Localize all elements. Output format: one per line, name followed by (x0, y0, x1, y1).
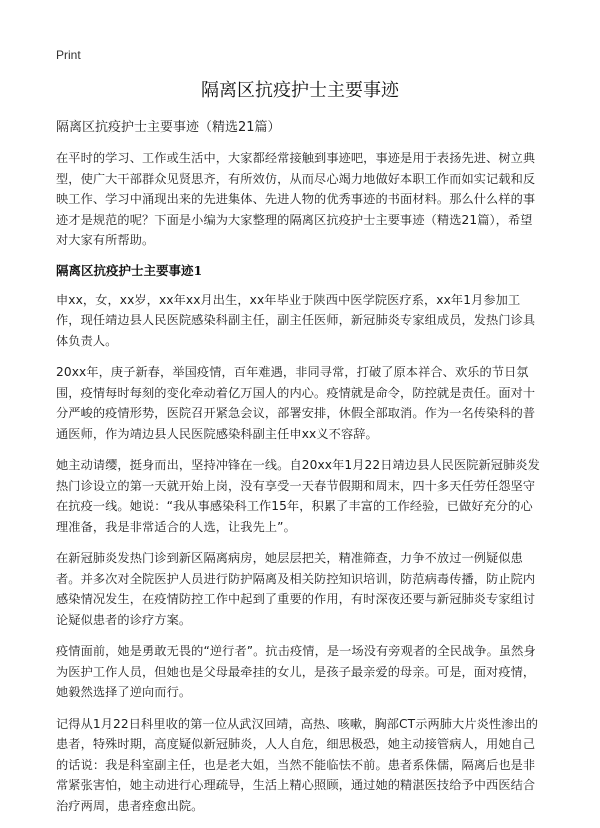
body-paragraph-3: 她主动请缨，挺身而出，坚持冲锋在一线。自20xx年1月22日靖边县人民医院新冠肺炎发热门诊设立的第一天就开始上岗，没有享受一天春节假期和周末，四十多天任劳任怨坚守在抗疫一线。她说：“我从事感染科工作15年，积累了丰富的工作经验，已做好充分的心理准备，我是非常适合的人选，让我先上”。 (56, 458, 540, 534)
page-title: 隔离区抗疫护士主要事迹 (201, 80, 399, 101)
body-paragraph-4: 在新冠肺炎发热门诊到新区隔离病房，她层层把关，精准筛查，力争不放过一例疑似患者。并多次对全院医护人员进行防护隔离及相关防控知识培训，防范病毒传播，防止院内感染情况发生，在疫情防控工作中起到了重要的作用，有时深夜还要与新冠肺炎专家组讨论疑似患者的诊疗方案。 (56, 551, 536, 627)
section-heading: 隔离区抗疫护士主要事迹1 (56, 262, 203, 278)
document-subtitle: 隔离区抗疫护士主要事迹（精选21篇） (56, 120, 281, 135)
print-link[interactable]: Print (56, 48, 81, 62)
body-paragraph-6: 记得从1月22日科里收的第一位从武汉回靖，高热、咳嗽，胸部CT示两肺大片炎性渗出的患者，特殊时期，高度疑似新冠肺炎，人人自危，细思极恐，她主动接管病人，用她自己的话说：我是科室副主任，也是老大姐，当然不能临怯不前。患者系侏儒，隔离后也是非常紧张害怕，她主动进行心理疏导，生活上精心照顾，通过她的精湛医技给予中西医结合治疗两周，患者痊愈出院。 (56, 716, 539, 813)
intro-paragraph: 在平时的学习、工作或生活中，大家都经常接触到事迹吧，事迹是用于表扬先进、树立典型，使广大干部群众见贤思齐，有所效仿，从而尽心竭力地做好本职工作而如实记载和反映工作、学习中涌现出来的先进集体、先进人物的优秀事迹的书面材料。那么什么样的事迹才是规范的呢？下面是小编为大家整理的隔离区抗疫护士主要事迹（精选21篇），希望对大家有所帮助。 (56, 151, 536, 247)
body-paragraph-1: 申xx，女，xx岁，xx年xx月出生，xx年毕业于陕西中医学院医疗系，xx年1月参加工作，现任靖边县人民医院感染科副主任，副主任医师，新冠肺炎专家组成员，发热门诊具体负责人。 (56, 292, 536, 348)
body-paragraph-5: 疫情面前，她是勇敢无畏的“逆行者”。抗击疫情，是一场没有旁观者的全民战争。虽然身为医护工作人员，但她也是父母最牵挂的女儿，是孩子最亲爱的母亲。可是，面对疫情，她毅然选择了逆向而行。 (56, 644, 536, 699)
body-paragraph-2: 20xx年，庚子新春，举国疫情，百年难遇，非同寻常，打破了原本祥合、欢乐的节日氛围，疫情每时每刻的变化牵动着亿万国人的内心。疫情就是命令，防控就是责任。面对十分严峻的疫情形势，医院召开紧急会议，部署安排，休假全部取消。作为一名传染科的普通医师，作为靖边县人民医院感染科副主任申xx义不容辞。 (56, 365, 536, 441)
document-body (56, 118, 542, 827)
